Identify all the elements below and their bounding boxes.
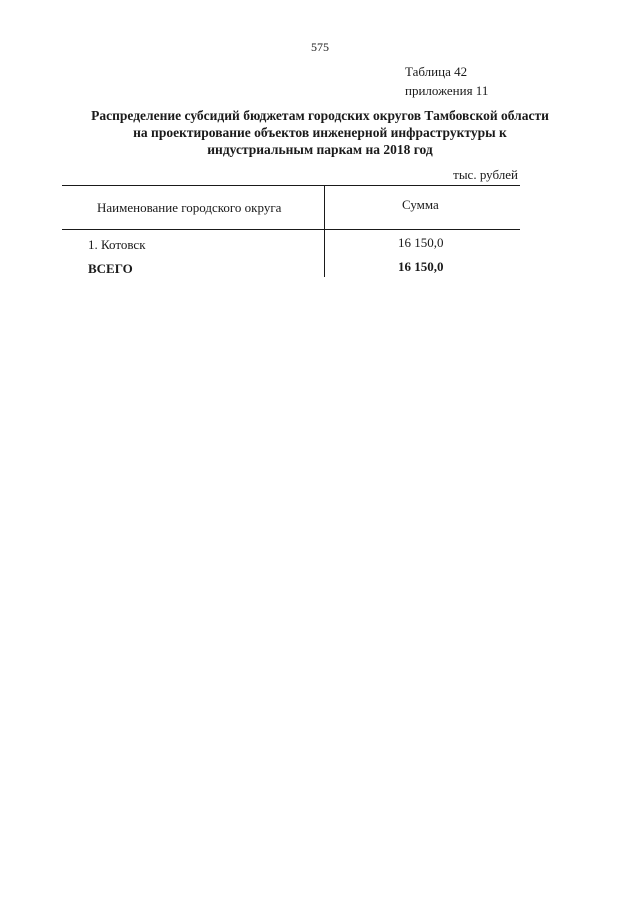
header-rule	[62, 229, 520, 230]
table-top-rule	[62, 185, 520, 186]
total-label: ВСЕГО	[88, 261, 133, 276]
table-reference	[405, 62, 488, 100]
document-title	[50, 107, 590, 158]
title-line-1: Распределение субсидий бюджетам городских округов Тамбовской области	[91, 108, 549, 123]
page-number: 575	[311, 40, 329, 54]
units-label: тыс. рублей	[453, 167, 518, 182]
header-district-name: Наименование городского округа	[97, 200, 282, 215]
table-number: Таблица 42	[405, 64, 468, 79]
total-sum: 16 150,0	[398, 259, 444, 274]
row-sum: 16 150,0	[398, 235, 444, 250]
appendix-reference: приложения 11	[405, 83, 489, 98]
title-line-3: индустриальным паркам на 2018 год	[207, 142, 433, 157]
subsidy-table	[62, 185, 520, 277]
header-sum: Сумма	[402, 197, 439, 212]
title-line-2: на проектирование объектов инженерной инфраструктуры к	[133, 125, 507, 140]
row-district-name: 1. Котовск	[88, 237, 146, 252]
column-divider	[324, 185, 325, 277]
